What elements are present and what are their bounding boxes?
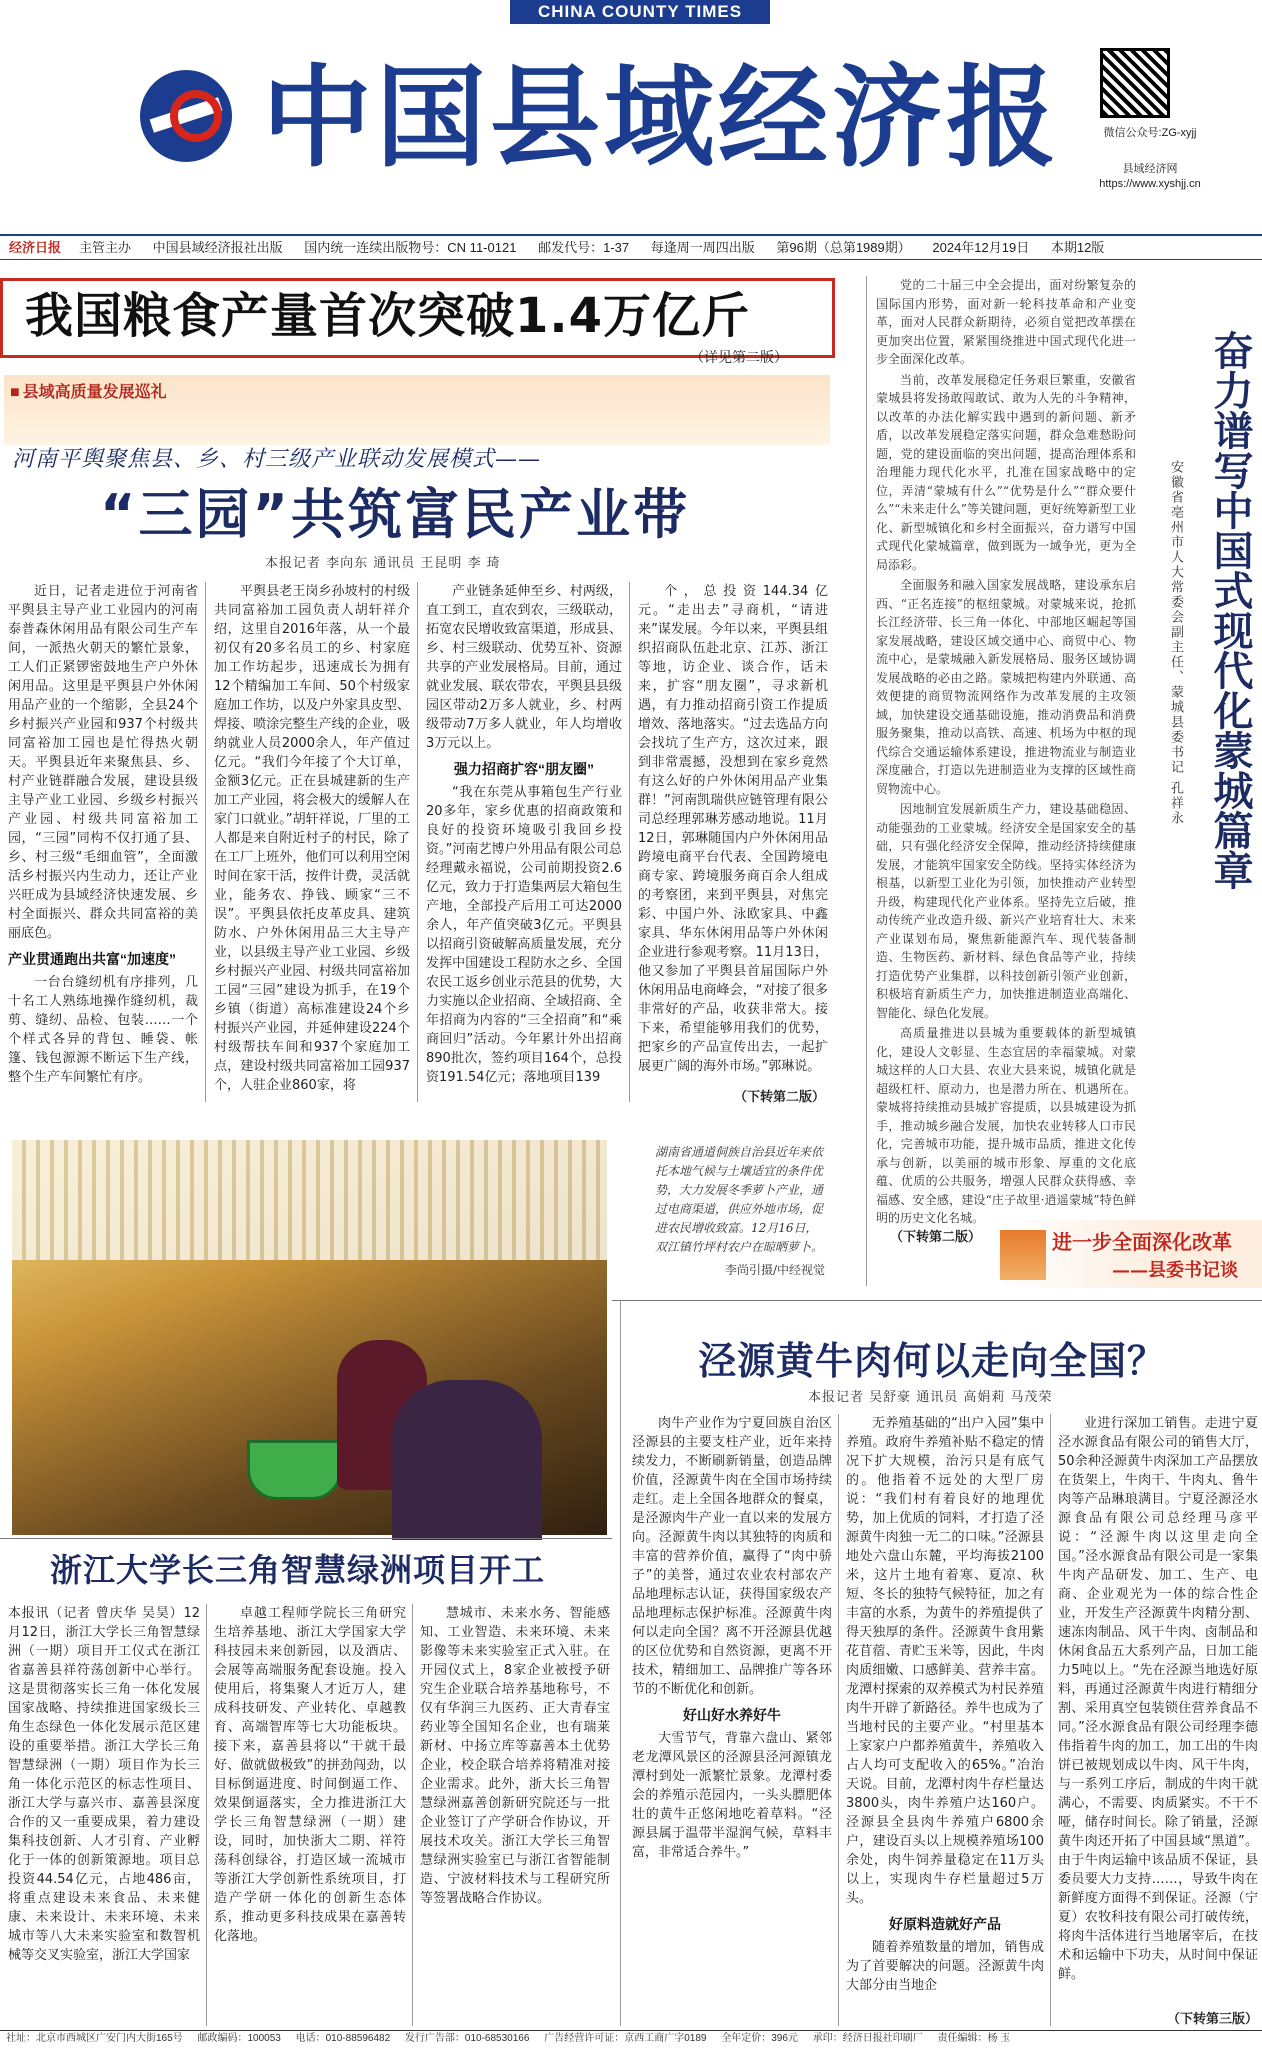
right-article-p4: 因地制宜发展新质生产力，建设基础稳固、动能强劲的工业蒙城。经济安全是国家安全的基础，只有强化经济安全保障，推动经济持续健康发展，才能筑牢国家安全防线。坚持实体经济为根基，以新型工业化为引领，加快推动产业转型升级，构建现代化产业体系。坚持先立后破，推动传统产业改造升级、新兴产业培育壮大、未来产业谋划布局，聚焦新能源汽车、现代装备制造、生物医药、新材料、绿色食品等产业，持续打造优势产业集群，以科技创新引领产业创新，积极培育新质生产力，加快推进制造业高端化、智能化、绿色化发展。 (876, 802, 1136, 1020)
article3-title[interactable]: 浙江大学长三角智慧绿洲项目开工 (50, 1551, 546, 1589)
headline-title[interactable]: 我国粮食产量首次突破1.4万亿斤 (25, 288, 751, 344)
right-article-title[interactable]: 奋力谱写中国式现代化蒙城篇章 (1207, 330, 1253, 890)
photo-caption-text: 湖南省通道侗族自治县近年来依托本地气候与土壤适宜的条件优势，大力发展冬季萝卜产业，通过电商渠道，供应外地市场，促进农民增收致富。12月16日，双江镇竹坪村农户在晾晒萝卜。 (655, 1145, 824, 1254)
right-article-p1: 党的二十届三中全会提出，面对纷繁复杂的国际国内形势，面对新一轮科技革命和产业变革，面对人民群众新期待，必须自觉把改革摆在更加突出位置，紧紧围绕推进中国式现代化进一步全面深化改革。 (876, 278, 1136, 366)
article3-column-3 (420, 1604, 610, 2026)
publisher: 中国县域经济报社出版 (152, 240, 283, 255)
article2-col2-text: 无养殖基础的“出户入园”集中养殖。政府牛养殖补贴不稳定的情况下扩大规模，治污只是有底气的。他指着不远处的大型厂房说：“我们村有着良好的地理优势，加上优质的饲料，才打造了泾源黄牛肉独一无二的口味。”泾源县地处六盘山东麓，平均海拔2100米，这片土地有着寒、夏凉、秋短、冬长的独特气候特征，加之有丰富的水系，为黄牛的养殖提供了得天独厚的条件。泾源黄牛食用紫花苜蓿、青贮玉米等，因此，牛肉肉质细嫩、口感鲜美、营养丰富。龙潭村探索的双养模式为村民养殖肉牛开辟了新路径。养牛也成为了当地村民的主要产业。“村里基本上家家户户都养殖黄牛，养殖收入占人均可支配收入的65%。”冶治天说。目前，龙潭村肉牛存栏量达3800头，肉牛养殖户达160户。泾源县全县肉牛养殖户6800余户，建设百头以上规模养殖场100余处，肉牛饲养量稳定在11万头以上，实现肉牛存栏量超过5万头。 (846, 1416, 1044, 1906)
article1-column-2 (214, 582, 410, 1102)
qr-code-icon (1100, 48, 1170, 118)
article2-column-3 (1058, 1414, 1258, 2006)
column-divider (205, 582, 206, 1102)
page-footer (0, 2030, 1262, 2048)
qr-caption-wechat: 微信公众号:ZG-xyjj (1103, 127, 1197, 139)
footer-address: 社址：北京市西城区广安门内大街165号 (6, 2033, 183, 2044)
article2-col3-text: 业进行深加工销售。走进宁夏泾水源食品有限公司的销售大厅，50余种泾源黄牛肉深加工产品摆放在货架上，牛肉干、牛肉丸、鲁牛肉等产品琳琅满目。宁夏泾源泾水源食品有限公司总经理马彦平说：“泾源牛肉以这里走向全国。”泾水源食品有限公司是一家集牛肉产品研发、加工、生产、电商、企业观光为一体的综合性企业，开发生产泾源黄牛肉精分割、速冻肉制品、风干牛肉、卤制品和休闲食品五大系列产品，日加工能力5吨以上。“先在泾源当地选好原料，再通过泾源黄牛肉进行精细分割、采用真空包装锁住营养食品不同。”泾水源食品有限公司经理李德伟指着牛肉的加工，加工出的牛肉饼已被规划成以牛肉、风干牛肉，与一系列工序后，制成的牛肉干就满心，不需要、肉质紧实。不干不哑，储存时间长。除了销量，泾源黄牛肉还开拓了中国县域“黑道”。由于牛肉运输中该品质不保证，县委员要大力支持……，导致牛肉在新鲜度方面得不到保证。泾源（宁夏）农牧科技有限公司打破传统，将肉牛活体进行当地屠宰后，在技术和运输中下功夫，从时间中保证鲜。 (1058, 1416, 1258, 1982)
article1-continued[interactable]: （下转第二版） (733, 1089, 825, 1104)
reform-banner-subtitle: ——县委书记谈 (1112, 1260, 1238, 1281)
article1-col3b-text: “我在东莞从事箱包生产行业20多年，家乡优惠的招商政策和良好的投资环境吸引我回乡投资。”河南艺博户外用品有限公司总经理戴永福说，公司前期投资2.6亿元，致力于打造集两层大箱包生产地，全部投产后用工可达2000余人，年产值突破3亿元。平舆县以招商引资破解高质量发展，充分发挥中国建设工程防水之乡、全国农民工返乡创业示范县的优势，大力实施以企业招商、全域招商、全年招商为内容的“三全招商”和“乘商回归”活动。今年累计外出招商890批次，签约项目164个，总投资191.54亿元；落地项目139 (426, 785, 622, 1085)
column-divider (417, 582, 418, 1102)
article1-col3-text: 产业链条延伸至乡、村两级，直工到工，直农到农，三级联动，拓宽农民增收致富渠道，形成县、乡、村三级联动、优势互补、资源共享的产业发展格局。目前，通过就业发展、联农带农，平舆县县级园区带动2万多人就业，乡、村两级带动7万多人就业，年人均增收3万元以上。 (426, 584, 622, 751)
article2-continued[interactable]: （下转第三版） (1166, 2011, 1258, 2026)
right-article-author: 安徽省亳州市人大常委会副主任、蒙城县委书记 孔祥永 (1168, 460, 1183, 827)
footer-zip: 邮政编码：100053 (197, 2033, 281, 2044)
article1-kicker: 河南平舆聚焦县、乡、村三级产业联动发展模式—— (12, 447, 542, 472)
green-basket (247, 1440, 342, 1500)
column-divider (838, 1414, 839, 2026)
article1-byline: 本报记者 李向东 通讯员 王昆明 李 琦 (265, 556, 501, 571)
building-icon (1000, 1230, 1046, 1280)
column-divider (1050, 1414, 1051, 2026)
issue-number: 第96期（总第1989期） (776, 240, 911, 255)
article2-column-1 (632, 1414, 832, 2026)
article1-column-3 (426, 582, 622, 1102)
right-article-body (876, 276, 1136, 1225)
column-divider (629, 582, 630, 1102)
drying-radish-strips (12, 1140, 607, 1260)
issue-info-bar (0, 234, 1262, 260)
right-article-p2: 当前，改革发展稳定任务艰巨繁重，安徽省蒙城县将发扬敢闯敢试、敢为人先的斗争精神，以改革的办法化解实践中遇到的新问题、新矛盾，以改革发展稳定落实问题，群众急难愁盼问题，党的建设面临的突出问题，提高治理体系和治理能力现代化水平，扎准在国家战略中的定位，弄清“蒙城有什么”“优势是什么”“群众要什么”“未来走什么”等关键问题，更好统筹新型工业化、新型城镇化和乡村全面振兴，奋力谱写中国式现代化蒙城篇章，做到既为一域争光，更为全局添彩。 (876, 372, 1136, 572)
article1-subhead-1: 产业贯通跑出共富“加速度” (8, 951, 176, 967)
footer-editor: 责任编辑：杨 玉 (937, 2033, 1011, 2044)
article3-col1-text: 本报讯（记者 曾庆华 吴昊）12月12日，浙江大学长三角智慧绿洲（一期）项目开工仪式在浙江省嘉善县祥符荡创新中心举行。这是贯彻落实长三角一体化发展国家战略、持续推进国家级长三角生态绿色一体化发展示范区建设的重要举措。浙江大学长三角智慧绿洲（一期）项目作为长三角一体化示范区的标志性项目、浙江大学与嘉兴市、嘉善县深度合作的又一重要成果，着力建设集科技创新、人才引育、产业孵化于一体的创新策源地。项目总投资44.54亿元，占地486亩，将重点建设未来食品、未来健康、未来设计、未来环境、未来城市等八大未来实验室和数智机械等交叉实验室，浙江大学国家 (8, 1606, 200, 1963)
article2-subhead-1: 好山好水养好牛 (683, 1707, 781, 1723)
frequency: 每逢周一周四出版 (650, 240, 755, 255)
english-masthead: CHINA COUNTY TIMES (510, 0, 770, 24)
article1-subhead-2: 强力招商扩容“朋友圈” (454, 761, 594, 777)
section-tag-label: ■ 县域高质量发展巡礼 (4, 375, 830, 406)
headline-note: （详见第二版） (690, 349, 788, 365)
issue-date: 2024年12月19日 (932, 240, 1030, 255)
article3-column-2 (214, 1604, 406, 2026)
column-divider (866, 276, 867, 1286)
reform-banner-title: 进一步全面深化改革 (1052, 1232, 1232, 1254)
footer-ad-license: 广告经营许可证：京西工商广字0189 (544, 2033, 707, 2044)
footer-printer: 承印：经济日报社印刷厂 (812, 2033, 923, 2044)
footer-price: 全年定价：396元 (721, 2033, 798, 2044)
page-count: 本期12版 (1050, 240, 1105, 255)
article1-col4-text: 个，总投资144.34亿元。“走出去”寻商机，“请进来”谋发展。今年以来，平舆县组织招商队伍赴北京、江苏、浙江等地，访企业、谈合作，话未来，扩容“朋友圈”，寻求新机遇，有力推动招商引资工作提质增效、落地落实。“过去选品方向会找坑了生产方，这次过来，跟到非常震撼，没想到在家乡竟然有这么好的户外休闲用品产业集群！”河南凯瑞供应链管理有限公司总经理郭琳芳感动地说。11月12日，郭琳随国内户外休闲用品跨境电商平台代表、全国跨境电商专家、跨境服务商百余人组成的考察团，来到平舆县，对焦完彩、中国户外、泳欧家具、中鑫家具、华东休闲用品等户外休闲企业进行参观考察。11月13日，他又参加了平舆县首届国际户外休闲用品电商峰会，“对接了很多非常好的产品，收获非常大。接下来，希望能够用我们的优势，把家乡的产品宣传出去，一起扩展更广阔的海外市场。”郭琳说。 (638, 584, 828, 1074)
photo-credit: 李尚引摄/中经视觉 (724, 1263, 825, 1277)
elderly-villager-figure (392, 1380, 542, 1540)
article1-col1-text: 近日，记者走进位于河南省平舆县主导产业工业园内的河南泰普森休闲用品有限公司生产车间，一派热火朝天的繁忙景象，工人们正紧锣密鼓地生产户外休闲用品。这里是平舆县户外休闲用品产业的一个缩影，全县24个乡村振兴产业园和937个村级共同富裕加工园也是忙得热火朝天。平舆县近年来聚焦县、乡、村产业链群融合发展，建设县级主导产业工业园、乡级乡村振兴产业园、村级共同富裕加工园，“三园”同构不仅打通了县、乡、村三级“毛细血管”，全面激活乡村振兴内生动力，还让产业兴旺成为县域经济快速发展、乡村全面振兴、群众共同富裕的美丽底色。 (8, 584, 198, 941)
newspaper-logo-icon (140, 70, 232, 162)
column-divider (620, 1300, 621, 2026)
footer-phone: 电话：010-88596482 (295, 2033, 391, 2044)
section-divider (612, 1300, 1262, 1301)
article2-byline: 本报记者 吴舒豪 通讯员 高娟莉 马茂荣 (808, 1390, 1053, 1405)
right-article-p3: 全面服务和融入国家发展战略，建设承东启西、“正名连接”的枢纽蒙城。对蒙城来说，抢抓长江经济带、长三角一体化、中部地区崛起等国家发展战略，建设区域交通中心、商贸中心、物流中心，是蒙城融入新发展格局、服务区域协调发展战略的必由之路。蒙城把构建内外联通、高效便捷的商贸物流网络作为改革发展的主攻领域，加快建设交通基础设施，推动消费品和消费服务聚集，推动以高铁、高速、机场为中枢的现代综合交通运输体系建设，推进物流业与制造业深度融合，打造以先进制造业为支撑的区域性商贸物流中心。 (876, 578, 1136, 796)
radish-drying-photo (12, 1140, 607, 1535)
article3-col2-text: 卓越工程师学院长三角研究生培养基地、浙江大学国家大学科技园未来创新园，以及酒店、会展等高端服务配套设施。投入使用后，将集聚人才近万人，建成科技研发、产业转化、卓越教育、高端智库等七大功能板块。接下来，嘉善县将以“干就干最好、做就做极致”的拼劲闯劲，以目标倒逼进度、时间倒逼工作、效果倒逼落实，全力推进浙江大学长三角智慧绿洲（一期）建设，同时，加快浙大二期、祥符荡科创绿谷，打造区域一流城市等浙江大学创新性系统项目，打造产学研一体化的创新生态体系，推动更多科技成果在嘉善转化落地。 (214, 1606, 406, 1944)
article3-col3-text: 慧城市、未来水务、智能感知、工业智造、未来环境、未来影像等未来实验室正式入驻。在开园仪式上，8家企业被授予研究生企业联合培养基地称号，不仅有华润三九医药、正大青春宝药业等全国知名企业，也有瑞莱新材、中扬立库等嘉善本土优势企业，校企联合培养将精准对接企业需求。此外，浙大长三角智慧绿洲嘉善创新研究院还与一批企业签订了产学研合作协议，开展技术攻关。浙江大学长三角智慧绿洲实验室已与浙江省智能制造、宁波材料技术与工程研究所等签署战略合作协议。 (420, 1606, 610, 1906)
article1-title[interactable]: “三园”共筑富民产业带 (100, 483, 690, 546)
photo-caption (655, 1143, 825, 1280)
right-article-continued[interactable]: （下转第二版） (890, 1229, 982, 1244)
postal-code: 邮发代号：1-37 (538, 240, 630, 255)
sponsor: 主管主办 (79, 240, 132, 255)
article2-col2b-text: 随着养殖数量的增加，销售成为了首要解决的问题。泾源黄牛肉大部分由当地企 (846, 1940, 1044, 1993)
right-article-p5: 高质量推进以县城为重要载体的新型城镇化，建设人文彰显、生态宜居的幸福蒙城。对蒙城这样的人口大县、农业大县来说，城镇化就是超级杠杆、原动力，也是潜力所在、机遇所在。蒙城将持续推动县城扩容提质，以县城建设为抓手，推动城乡融合发展，加快农业转移人口市民化，完善城市功能，提升城市品质，推进文化传承与创新，以美丽的城市形象、厚重的文化底蕴、优质的公共服务，增强人民群众获得感、幸福感、安全感，建设“庄子故里·逍遥蒙城”特色鲜明的历史文化名城。 (876, 1026, 1136, 1225)
qr-caption-site-name: 县域经济网 (1122, 163, 1178, 175)
article2-col1b-text: 大雪节气，背靠六盘山、紧邻老龙潭风景区的泾源县泾河源镇龙潭村到处一派繁忙景象。龙潭村委会的养殖示范园内，一头头膘肥体壮的黄牛正悠闲地吃着草料。“泾源县属于温带半湿润气候，草料丰富，非常适合养牛。” (632, 1731, 832, 1860)
section-tag (4, 375, 830, 445)
footer-distribution: 发行广告部：010-68530166 (404, 2033, 530, 2044)
column-divider (206, 1604, 207, 2026)
headline-box (0, 278, 835, 358)
article1-col1b-text: 一台台缝纫机有序排列，几十名工人熟练地操作缝纫机，裁剪、缝纫、品检、包装……一个个样式各异的背包、睡袋、帐篷、钱包源源不断运下生产线，整个生产车间繁忙有序。 (8, 975, 198, 1085)
masthead-title: 中国县域经济报 (262, 53, 1060, 182)
cn-number: 国内统一连续出版物号：CN 11-0121 (304, 240, 517, 255)
article1-column-4 (638, 582, 828, 1082)
section-divider (0, 1538, 612, 1539)
qr-caption-url[interactable]: https://www.xyshjj.cn (1099, 178, 1201, 190)
column-divider (412, 1604, 413, 2026)
article2-col1-text: 肉牛产业作为宁夏回族自治区泾源县的主要支柱产业，近年来持续发力，不断刷新销量，创造品牌价值，泾源黄牛肉在全国市场持续走红。走上全国各地群众的餐桌，是泾源肉牛产业一直以来的发展方向。泾源黄牛肉以其独特的肉质和丰富的营养价值，赢得了“肉中骄子”的美誉，通过农业农村部农产品地理标志认证，获得国家级农产品地理标志保护标准。泾源黄牛肉何以走向全国？离不开泾源县优越的区位优势和自然资源，更离不开技术，精细加工、品牌推广等各环节的不断优化和创新。 (632, 1416, 832, 1697)
article1-column-1 (8, 582, 198, 1102)
article1-col2-text: 平舆县老王岗乡孙坡村的村级共同富裕加工园负责人胡轩祥介绍，这里自2016年落，从一个最初仅有20多名员工的乡、村家庭加工作坊起步，迅速成长为拥有12个精编加工车间、50个村级家庭加工作坊，以及户外家具皮型、焊接、喷涂完整生产线的企业，吸纳就业人员2000余人，年产值过亿元。“我们今年接了个大订单，金额3亿元。正在县城建新的生产加工产业园，将会极大的缓解人在家门口就业。”胡轩祥说，厂里的工人都是来自附近村子的村民，除了在工厂上班外，他们可以利用空闲时间在家干活，按件计费，灵活就业，能务农、挣钱、顾家“三不误”。平舆县依托皮革皮具、建筑防水、户外休闲用品三大主导产业，以县级主导产业工业园、乡级乡村振兴产业园、村级共同富裕加工园“三园”建设为抓手，在19个乡镇（街道）高标准建设24个乡村振兴产业园，并延伸建设224个村级帮扶车间和937个家庭加工点，建设村级共同富裕加工园937个，人驻企业860家，将 (214, 584, 410, 1093)
reform-column-banner (1000, 1220, 1262, 1288)
article2-subhead-2: 好原料造就好产品 (889, 1916, 1001, 1932)
sponsor-brand: 经济日报 (9, 240, 62, 255)
article3-column-1 (8, 1604, 200, 2026)
article2-title[interactable]: 泾源黄牛肉何以走向全国？ (698, 1338, 1167, 1383)
article2-column-2 (846, 1414, 1044, 2026)
